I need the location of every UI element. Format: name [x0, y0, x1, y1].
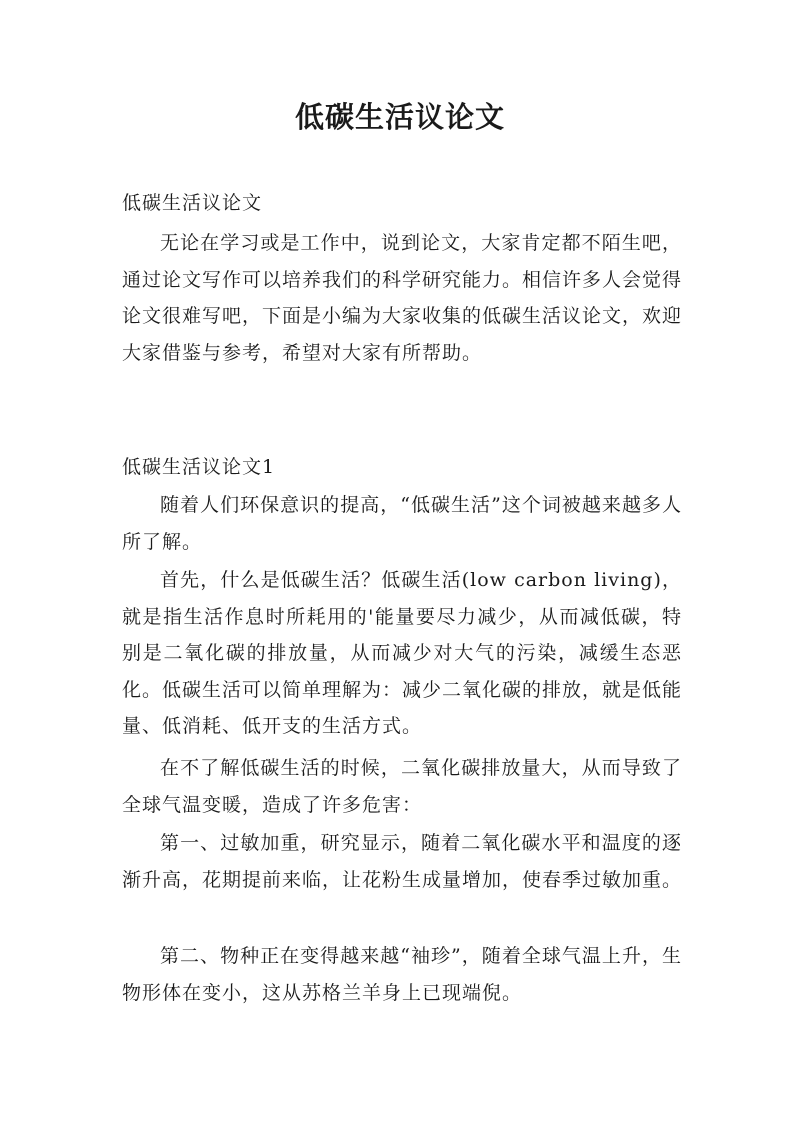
paragraph-4: 第一、过敏加重，研究显示，随着二氧化碳水平和温度的逐渐升高，花期提前来临，让花粉生成量增加，使春季过敏加重。: [122, 832, 683, 891]
intro-paragraph: 无论在学习或是工作中，说到论文，大家肯定都不陌生吧，通过论文写作可以培养我们的科学研究能力。相信许多人会觉得论文很难写吧，下面是小编为大家收集的低碳生活议论文，欢迎大家借鉴与参考，希望对大家有所帮助。: [122, 232, 683, 364]
intro-heading: 低碳生活议论文: [122, 192, 263, 214]
document-title: 低碳生活议论文: [294, 100, 505, 134]
paragraph-2: 首先，什么是低碳生活？低碳生活(low carbon living)，就是指生活作息时所耗用的'能量要尽力减少，从而减低碳，特别是二氧化碳的排放量，从而减少对大气的污染，减缓生态恶化。低碳生活可以简单理解为：减少二氧化碳的排放，就是低能量、低消耗、低开支的生活方式。: [122, 569, 683, 737]
paragraph-5: 第二、物种正在变得越来越“袖珍”，随着全球气温上升，生物形体在变小，这从苏格兰羊身上已现端倪。: [122, 945, 682, 1004]
section-heading: 低碳生活议论文1: [122, 456, 276, 478]
paragraph-1: 随着人们环保意识的提高，“低碳生活”这个词被越来越多人所了解。: [122, 494, 682, 553]
paragraph-3: 在不了解低碳生活的时候，二氧化碳排放量大，从而导致了全球气温变暖，造成了许多危害：: [122, 757, 682, 816]
